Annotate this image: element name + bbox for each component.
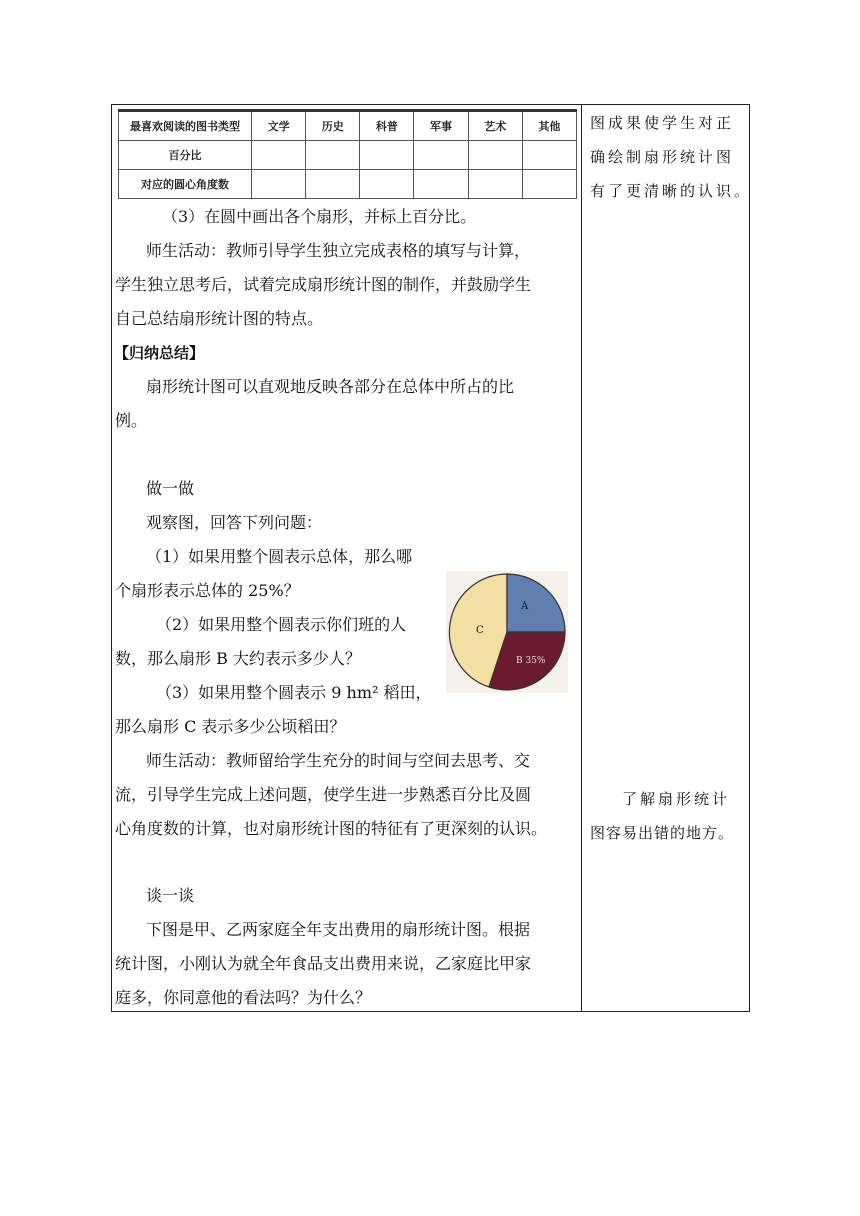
question-2-line: （2）如果用整个圆表示你们班的人: [156, 615, 407, 634]
table-header-cell: 艺术: [468, 111, 522, 141]
paragraph-line: 统计图，小刚认为就全年食品支出费用来说，乙家庭比甲家: [115, 954, 532, 973]
note-line: 图容易出错的地方。: [590, 824, 735, 842]
lesson-table: [111, 104, 753, 1012]
paragraph-line: 心角度数的计算，也对扇形统计图的特征有了更深刻的认识。: [115, 819, 548, 838]
book-type-table: [118, 109, 577, 199]
question-1-line: 个扇形表示总体的 25%？: [115, 581, 300, 600]
note-line: 确绘制扇形统计图: [590, 148, 735, 166]
table-cell: [468, 170, 522, 199]
row-label-angle: 对应的圆心角度数: [119, 170, 252, 199]
table-cell: [522, 170, 576, 199]
pie-label-b: B 35%: [516, 656, 546, 666]
question-2-line: 数，那么扇形 B 大约表示多少人？: [115, 649, 361, 668]
table-cell: [468, 141, 522, 170]
question-3-line: 那么扇形 C 表示多少公顷稻田？: [115, 717, 346, 736]
pie-label-a: A: [521, 601, 529, 612]
table-cell: [414, 141, 468, 170]
pie-label-c: C: [476, 625, 484, 636]
table-cell: [252, 170, 306, 199]
table-header-cell: 文学: [252, 111, 306, 141]
table-cell: [306, 141, 360, 170]
question-3-line: （3）如果用整个圆表示 9 hm² 稻田，: [156, 683, 432, 702]
paragraph-line: 师生活动：教师引导学生独立完成表格的填写与计算，: [146, 241, 531, 260]
paragraph-line: 下图是甲、乙两家庭全年支出费用的扇形统计图。根据: [146, 920, 531, 939]
paragraph-line: 自己总结扇形统计图的特点。: [115, 309, 324, 328]
paragraph-line: 学生独立思考后，试着完成扇形统计图的制作，并鼓励学生: [115, 275, 532, 294]
paragraph-line: 扇形统计图可以直观地反映各部分在总体中所占的比: [146, 377, 515, 396]
table-header-cell: 历史: [306, 111, 360, 141]
paragraph-line: 例。: [115, 411, 148, 430]
pie-chart-figure: [446, 571, 568, 693]
paragraph-line: 流，引导学生完成上述问题，使学生进一步熟悉百分比及圆: [115, 785, 532, 804]
note-line: 有了更清晰的认识。: [590, 182, 753, 200]
section-title-discuss: 谈一谈: [146, 886, 195, 905]
section-title-do: 做一做: [146, 479, 195, 498]
table-header-cell: 其他: [522, 111, 576, 141]
table-row: [119, 170, 577, 199]
paragraph-line: 师生活动：教师留给学生充分的时间与空间去思考、交: [146, 751, 531, 770]
table-header-cell: 最喜欢阅读的图书类型: [119, 111, 252, 141]
question-1-line: （1）如果用整个圆表示总体，那么哪: [146, 547, 413, 566]
summary-heading: 【归纳总结】: [114, 344, 205, 362]
paragraph-line: 庭多，你同意他的看法吗？为什么？: [115, 988, 372, 1007]
table-cell: [360, 141, 414, 170]
table-cell: [252, 141, 306, 170]
table-header-cell: 军事: [414, 111, 468, 141]
table-header-row: [119, 111, 577, 141]
paragraph-line: 观察图，回答下列问题：: [146, 513, 323, 532]
table-cell: [522, 141, 576, 170]
notes-column: [582, 105, 753, 1011]
table-cell: [414, 170, 468, 199]
step-3-text: （3）在圆中画出各个扇形，并标上百分比。: [162, 207, 477, 226]
table-cell: [360, 170, 414, 199]
row-label-percentage: 百分比: [119, 141, 252, 170]
note-line: 了解扇形统计: [622, 790, 731, 808]
table-cell: [306, 170, 360, 199]
table-header-cell: 科普: [360, 111, 414, 141]
note-line: 图成果使学生对正: [590, 114, 735, 132]
main-content-column: [112, 105, 581, 1011]
table-row: [119, 141, 577, 170]
